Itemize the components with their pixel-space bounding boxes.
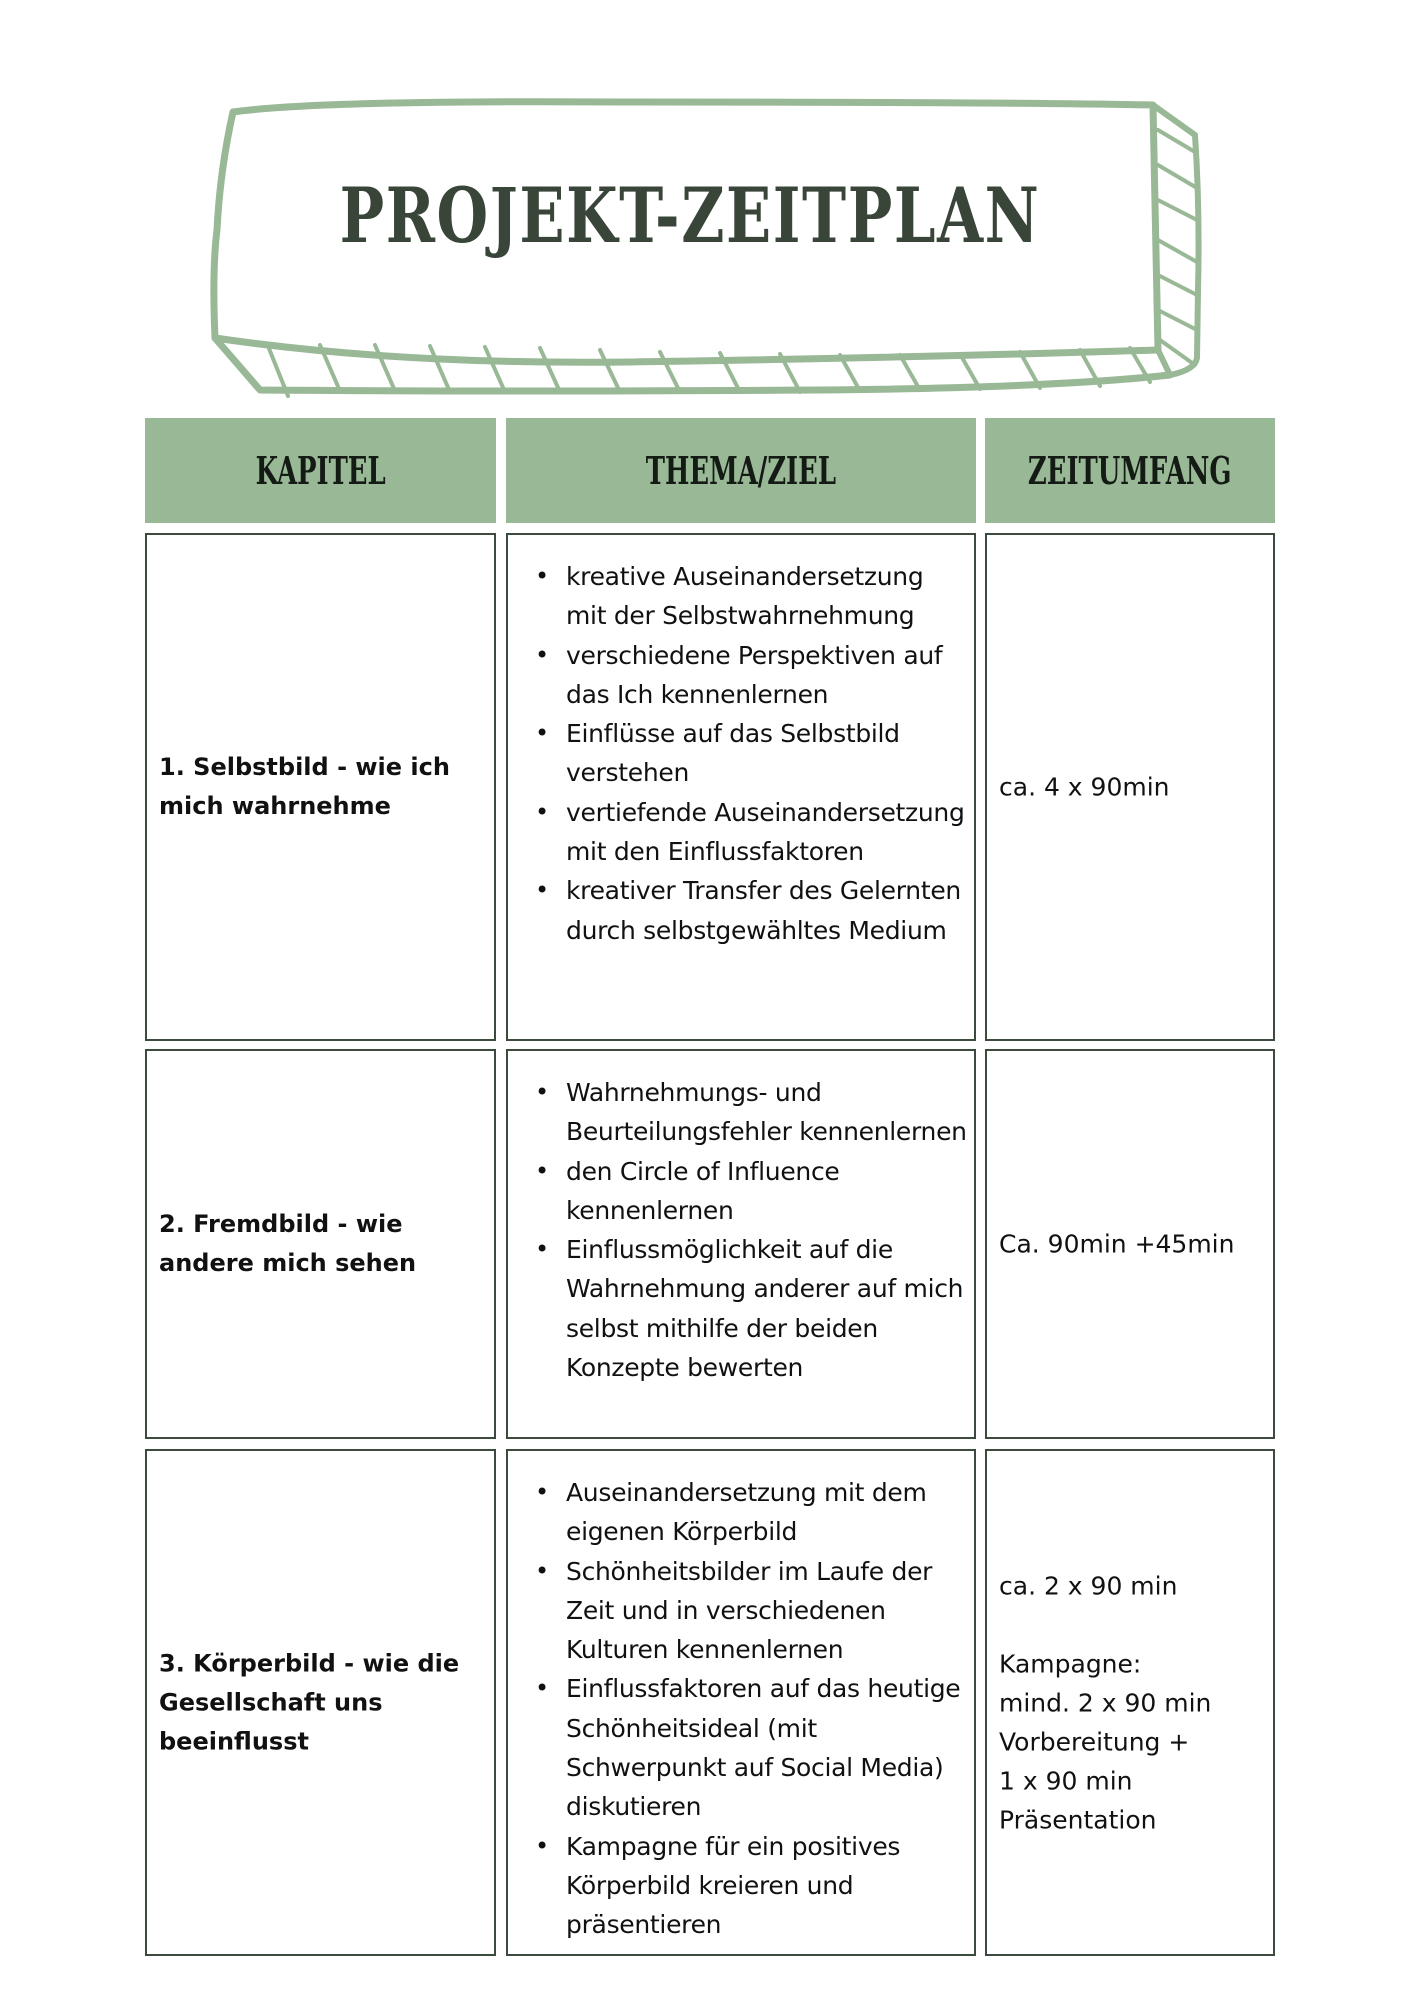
goal-item: • vertiefende Auseinandersetzung mit den Einflussfaktoren	[508, 793, 968, 872]
goal-item: • Einflussmöglichkeit auf die Wahrnehmung anderer auf mich selbst mithilfe der beiden Konzepte bewerten	[508, 1230, 968, 1387]
goals-list	[508, 557, 968, 950]
header-label: ZEITUMFANG	[1028, 448, 1232, 493]
goals-list	[508, 1073, 968, 1387]
goal-item: • Kampagne für ein positives Körperbild kreieren und präsentieren	[508, 1827, 968, 1945]
chapter-title: 2. Fremdbild - wie andere mich sehen	[159, 1210, 417, 1277]
table-row-2-kapitel	[145, 1049, 496, 1439]
goal-item: • Auseinandersetzung mit dem eigenen Körperbild	[508, 1473, 968, 1552]
table-row-1-zeitumfang	[985, 533, 1275, 1041]
chapter-title: 1. Selbstbild - wie ich mich wahrnehme	[159, 753, 450, 820]
time-scope: ca. 4 x 90min	[999, 772, 1170, 802]
goal-item: • Einflussfaktoren auf das heutige Schönheitsideal (mit Schwerpunkt auf Social Media) diskutieren	[508, 1669, 968, 1826]
header-kapitel	[145, 418, 496, 523]
goal-item: • kreativer Transfer des Gelernten durch selbstgewähltes Medium	[508, 871, 968, 950]
goal-item: • Wahrnehmungs- und Beurteilungsfehler kennenlernen	[508, 1073, 968, 1152]
goal-item: • Einflüsse auf das Selbstbild verstehen	[508, 714, 968, 793]
time-scope: Ca. 90min +45min	[999, 1229, 1235, 1259]
table-row-1-ziele	[506, 533, 976, 1041]
table-row-2-ziele	[506, 1049, 976, 1439]
goal-item: • Schönheitsbilder im Laufe der Zeit und in verschiedenen Kulturen kennenlernen	[508, 1552, 968, 1670]
table-row-1-kapitel	[145, 533, 496, 1041]
header-label: THEMA/ZIEL	[645, 448, 837, 493]
title-banner	[200, 90, 1220, 410]
header-label: KAPITEL	[255, 448, 386, 493]
header-zeitumfang	[985, 418, 1275, 523]
page-title: PROJEKT-ZEITPLAN	[339, 171, 1041, 260]
table-row-3-zeitumfang	[985, 1449, 1275, 1956]
table-row-2-zeitumfang	[985, 1049, 1275, 1439]
goal-item: • verschiedene Perspektiven auf das Ich kennenlernen	[508, 636, 968, 715]
table-row-3-kapitel	[145, 1449, 496, 1956]
header-thema-ziel	[506, 418, 976, 523]
chapter-title: 3. Körperbild - wie die Gesellschaft uns beeinflusst	[159, 1649, 460, 1755]
goal-item: • kreative Auseinandersetzung mit der Selbstwahrnehmung	[508, 557, 968, 636]
table-row-3-ziele	[506, 1449, 976, 1956]
goals-list	[508, 1473, 968, 1945]
goal-item: • den Circle of Influence kennenlernen	[508, 1152, 968, 1231]
time-scope: ca. 2 x 90 min Kampagne: mind. 2 x 90 min Vorbereitung + 1 x 90 min Präsentation	[999, 1571, 1212, 1834]
